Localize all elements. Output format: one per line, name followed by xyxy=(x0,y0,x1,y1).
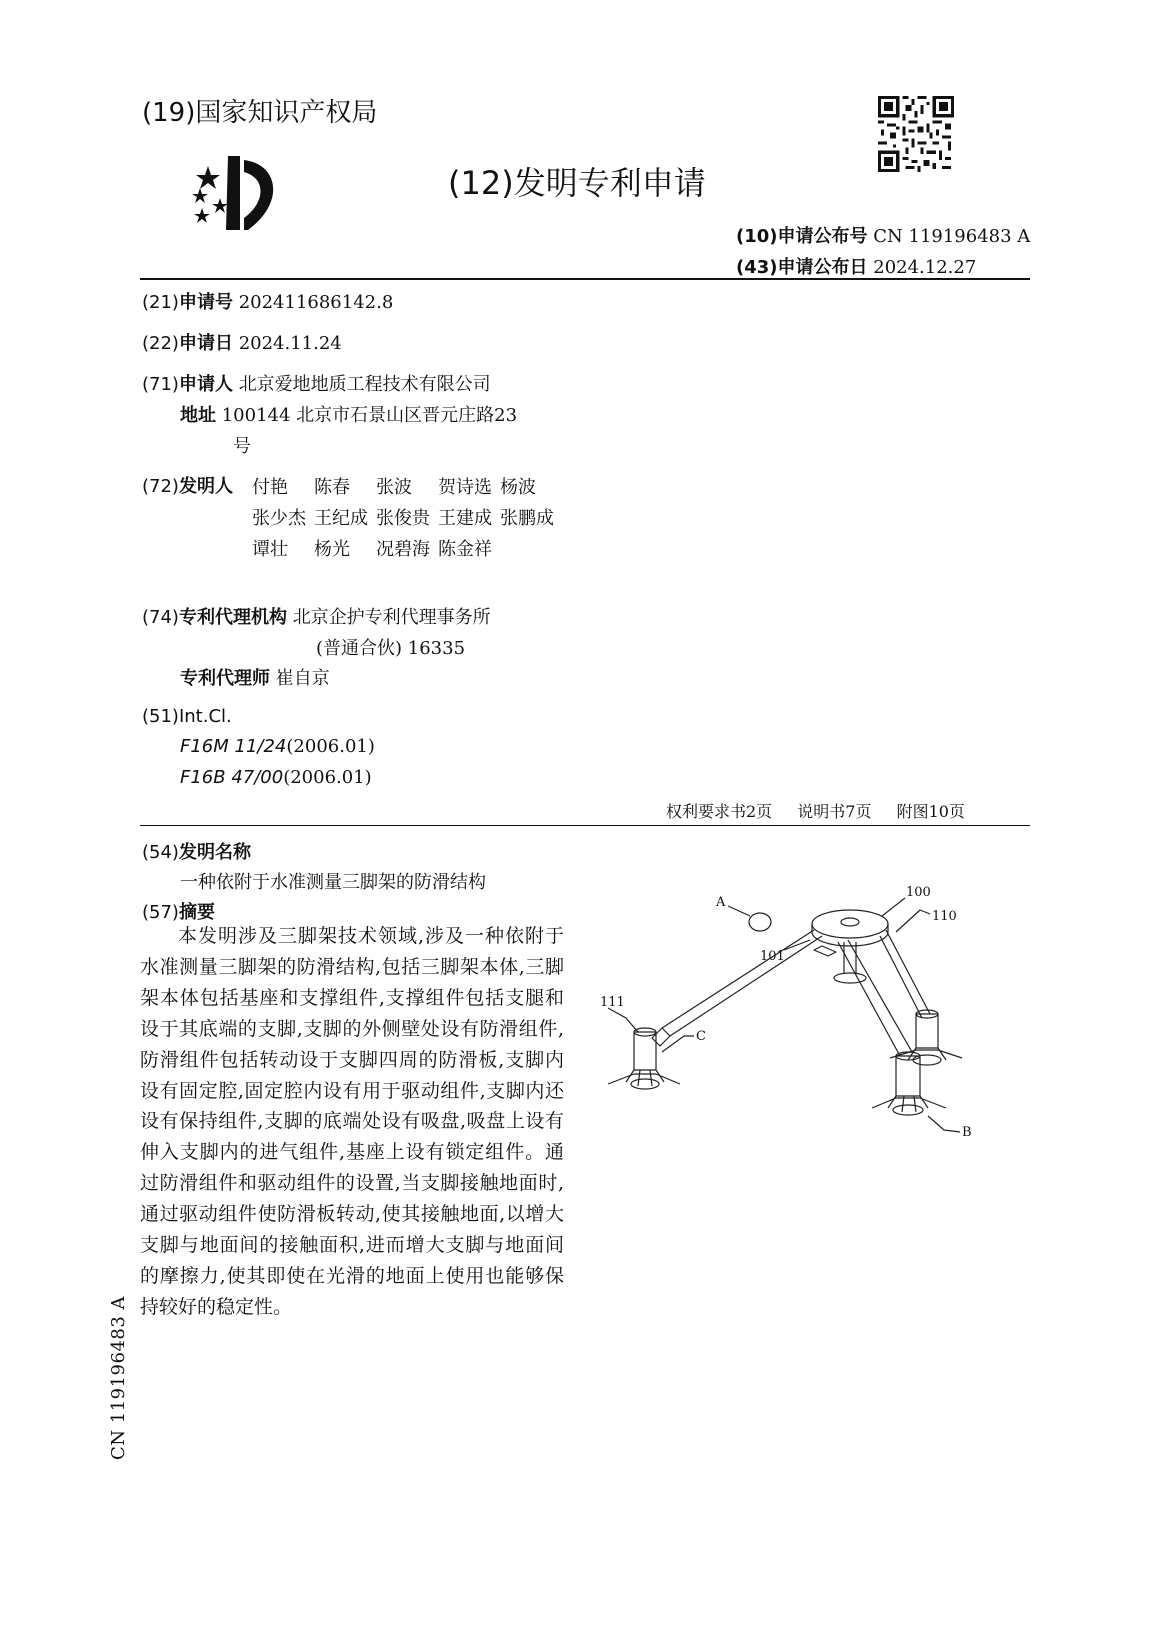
field-value: 崔自京 xyxy=(275,668,330,689)
leader-a xyxy=(728,906,750,916)
field-value: 202411686142.8 xyxy=(238,292,394,313)
publication-number xyxy=(736,222,1030,248)
figure-label: 100 xyxy=(906,886,931,900)
inventor-name: 王建成 xyxy=(438,507,492,529)
field-value: 100144 北京市石景山区晋元庄路23 xyxy=(221,405,518,426)
applicant xyxy=(142,370,491,396)
field-code: (21) xyxy=(142,292,179,313)
document-type: (12)发明专利申请 xyxy=(448,164,706,202)
field-label: 专利代理师 xyxy=(180,668,270,689)
inventor-name: 陈金祥 xyxy=(438,538,492,560)
field-label: 申请号 xyxy=(178,292,233,313)
inventor-list xyxy=(252,470,562,563)
patent-agency xyxy=(142,603,491,629)
cnipa-logo xyxy=(182,150,292,234)
inventor-name: 张少杰 xyxy=(252,507,306,529)
locking-bracket xyxy=(814,946,836,956)
tripod-base xyxy=(812,910,888,938)
leader-b xyxy=(928,1116,960,1132)
description-pages: 说明书7页 xyxy=(797,802,872,821)
abstract-text xyxy=(140,921,564,1323)
suction-cup-left xyxy=(631,1079,659,1089)
publication-number-label: (10)申请公布号 xyxy=(736,226,868,247)
anti-slip-plates-left xyxy=(608,1070,680,1086)
leader-100 xyxy=(882,898,905,916)
foot-right xyxy=(916,1014,938,1048)
claims-pages: 权利要求书2页 xyxy=(666,802,773,821)
field-value: 北京企护专利代理事务所 xyxy=(292,607,491,628)
field-label: 专利代理机构 xyxy=(178,607,287,628)
center-foot xyxy=(834,973,866,983)
field-code: (54) xyxy=(142,842,179,863)
publication-date-value: 2024.12.27 xyxy=(873,257,977,278)
inventor-row xyxy=(252,501,562,532)
field-code: (74) xyxy=(142,607,179,628)
field-label: 摘要 xyxy=(178,902,215,923)
suction-cup-front xyxy=(893,1105,923,1115)
application-date xyxy=(142,329,342,355)
figure-label: A xyxy=(716,895,726,910)
inventors xyxy=(142,472,233,498)
figure-label: 110 xyxy=(932,909,957,924)
center-column xyxy=(844,942,856,974)
int-cl-version: (2006.01) xyxy=(286,736,375,757)
inventor-name: 陈春 xyxy=(314,476,350,498)
figure-label: B xyxy=(962,1125,972,1140)
abstract-paragraph: 本发明涉及三脚架技术领域,涉及一种依附于水准测量三脚架的防滑结构,包括三脚架本体,三脚架本体包括基座和支撑组件,支撑组件包括支腿和设于其底端的支脚,支脚的外侧壁处设有防滑组件,防滑组件包括转动设于支脚四周的防滑板,支脚内设有固定腔,固定腔内设有用于驱动组件,支脚内还设有保持组件,支脚的底端处设有吸盘,吸盘上设有伸入支脚内的进气组件,基座上设有锁定组件。通过防滑组件和驱动组件的设置,当支脚接触地面时,通过驱动组件使防滑板转动,使其接触地面,以增大支脚与地面间的接触面积,进而增大支脚与地面间的摩擦力,使其即使在光滑的地面上使用也能够保持较好的稳定性。 xyxy=(140,925,564,1318)
leader-110 xyxy=(896,910,930,932)
field-code: (57) xyxy=(142,902,179,923)
page-counts xyxy=(666,799,985,822)
side-publication-number: CN 119196483 A xyxy=(108,1295,129,1460)
figure-label: C xyxy=(696,1029,706,1044)
field-label: Int.Cl. xyxy=(178,706,232,727)
invention-title: 一种依附于水准测量三脚架的防滑结构 xyxy=(180,872,486,893)
leg-right xyxy=(880,930,930,1018)
publication-number-value: CN 119196483 A xyxy=(873,226,1031,247)
inventor-name: 张鹏成 xyxy=(500,507,554,529)
field-value: 2024.11.24 xyxy=(238,333,342,354)
figure-label: 101 xyxy=(760,949,785,964)
field-value: 北京爱地地质工程技术有限公司 xyxy=(238,374,491,395)
qr-code xyxy=(878,96,954,172)
inventor-name: 杨波 xyxy=(500,476,536,498)
leader-111 xyxy=(608,1008,638,1032)
field-label: 地址 xyxy=(180,405,216,426)
field-code: (72) xyxy=(142,476,179,497)
drawings-pages: 附图10页 xyxy=(896,802,965,821)
address-continued: 号 xyxy=(233,436,251,457)
address xyxy=(180,401,517,427)
inventor-name: 付艳 xyxy=(252,476,288,498)
field-label: 申请人 xyxy=(178,374,233,395)
anti-slip-plates-right xyxy=(890,1048,962,1060)
inventor-row xyxy=(252,470,562,501)
field-label: 发明人 xyxy=(178,476,233,497)
office-name: (19)国家知识产权局 xyxy=(142,98,378,128)
detail-a-marker xyxy=(749,913,771,931)
int-cl-class: F16M 11/24 xyxy=(180,736,287,757)
inventor-name: 张波 xyxy=(376,476,412,498)
field-code: (71) xyxy=(142,374,179,395)
inventor-name: 杨光 xyxy=(314,538,350,560)
figure-label: 111 xyxy=(600,995,625,1010)
publication-date xyxy=(736,253,976,279)
field-label: 申请日 xyxy=(178,333,233,354)
field-code: (22) xyxy=(142,333,179,354)
inventor-name: 况碧海 xyxy=(376,538,430,560)
inventor-name: 王纪成 xyxy=(314,507,368,529)
inventor-name: 贺诗选 xyxy=(438,476,492,498)
field-label: 发明名称 xyxy=(178,842,251,863)
int-cl-class: F16B 47/00 xyxy=(180,767,284,788)
field-code: (51) xyxy=(142,706,179,727)
inventor-name: 张俊贵 xyxy=(376,507,430,529)
base-hole xyxy=(841,918,859,926)
inventor-row xyxy=(252,532,562,563)
int-cl-version: (2006.01) xyxy=(283,767,372,788)
patent-agency-continued: (普通合伙) 16335 xyxy=(316,638,466,659)
biblio-divider xyxy=(140,825,1030,826)
foot-front xyxy=(896,1056,920,1096)
application-number xyxy=(142,288,393,314)
tripod-figure xyxy=(600,886,1030,1176)
int-cl-entry xyxy=(180,767,372,788)
header-divider xyxy=(140,278,1030,280)
publication-date-label: (43)申请公布日 xyxy=(736,257,868,278)
invention-title-heading xyxy=(142,838,251,864)
patent-agent xyxy=(180,664,330,690)
inventor-name: 谭壮 xyxy=(252,538,288,560)
int-cl-entry xyxy=(180,736,375,757)
anti-slip-plates-front xyxy=(872,1096,946,1112)
leg-left xyxy=(662,930,822,1036)
int-cl xyxy=(142,706,232,727)
